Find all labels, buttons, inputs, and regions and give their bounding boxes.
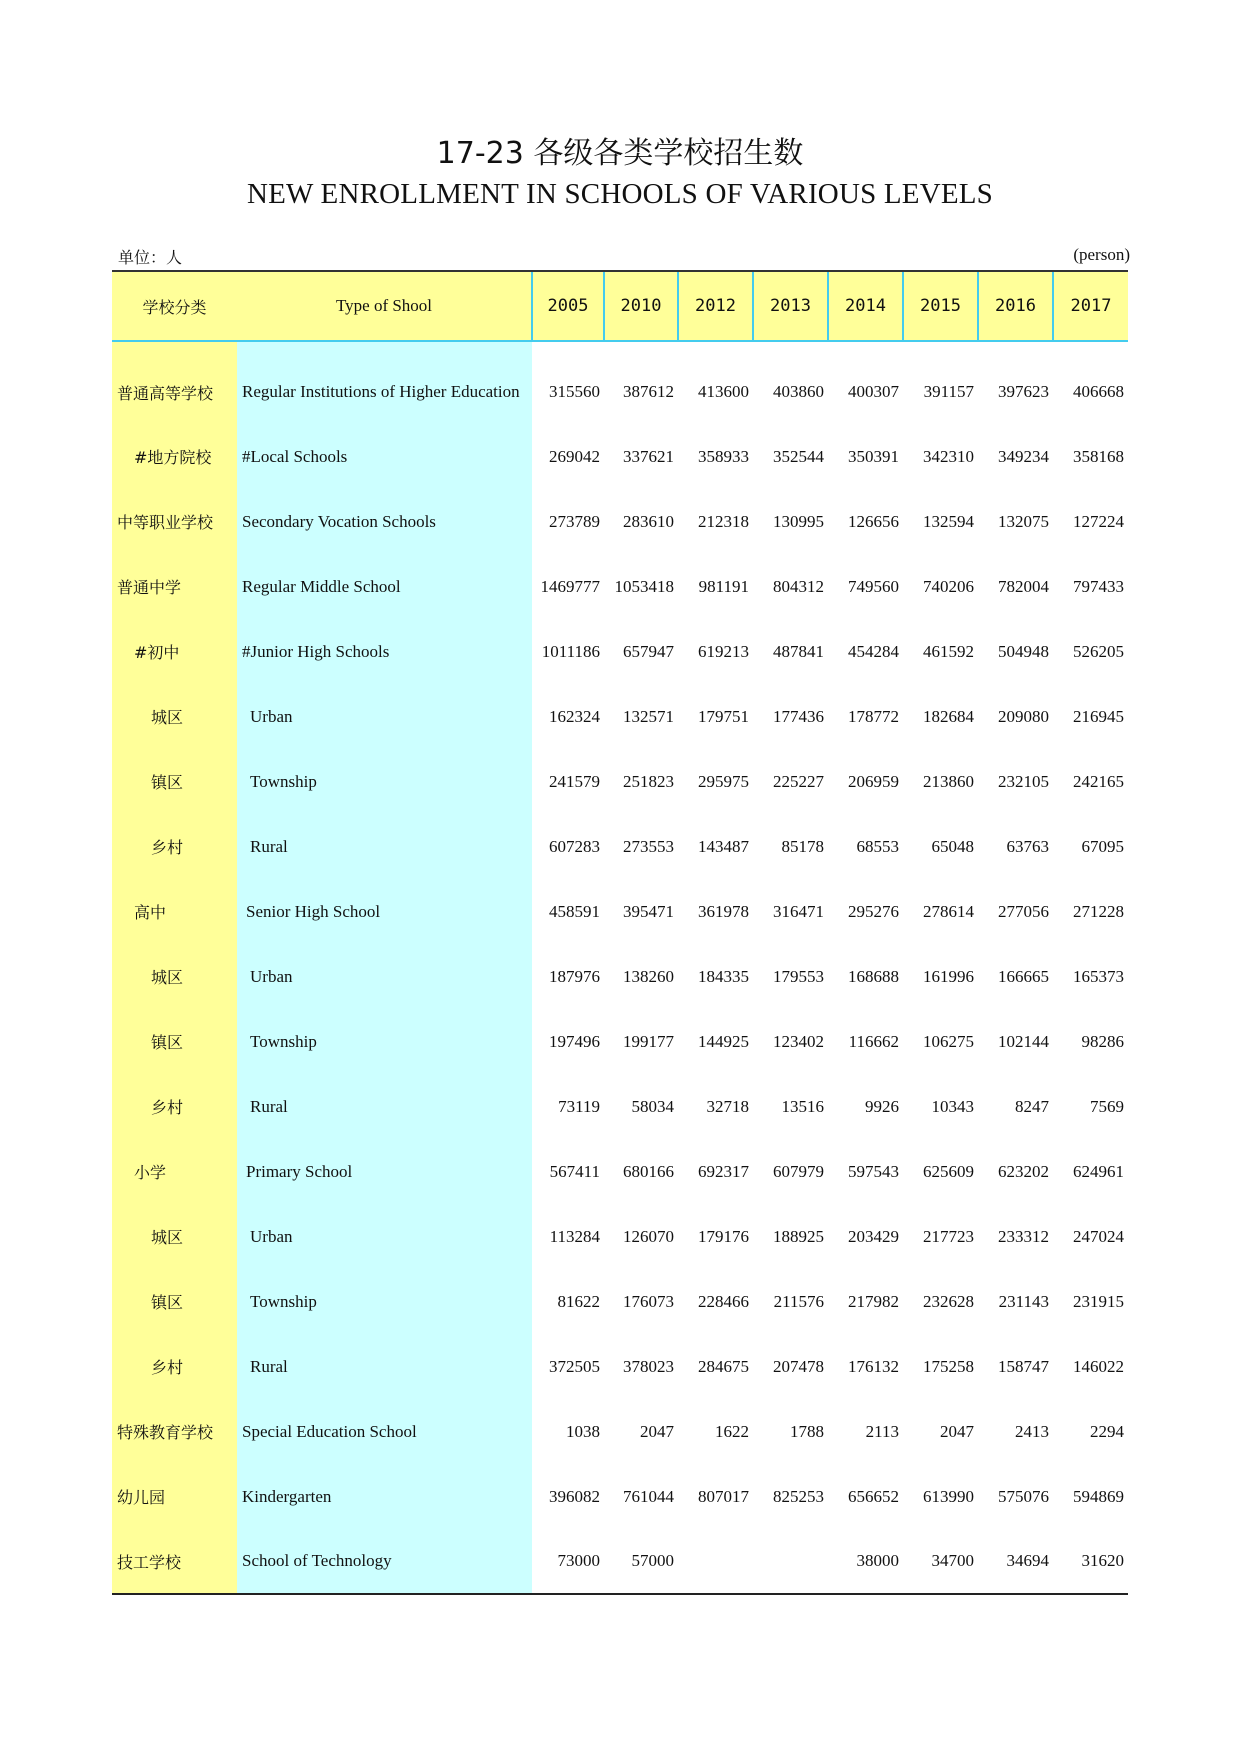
cell-value: 34700 [903, 1529, 978, 1594]
row-label-en: #Local Schools [237, 424, 532, 489]
cell-value: 176132 [848, 1356, 899, 1376]
unit-label-chinese: 单位：人 [118, 248, 183, 267]
cell-value: 123402 [773, 1031, 824, 1051]
table-row [112, 1139, 1128, 1204]
cell-value: 146022 [1073, 1356, 1124, 1376]
cell-value: 2113 [865, 1421, 899, 1441]
cell-value: 247024 [1073, 1226, 1124, 1246]
cell-value: 352544 [773, 446, 824, 466]
cell-value: 13516 [781, 1096, 824, 1116]
cell-value: 316471 [773, 901, 824, 921]
cell-value: 197496 [549, 1031, 600, 1051]
page-title-chinese: 17-23 各级各类学校招生数 [436, 136, 804, 171]
cell-value: 187976 [549, 966, 600, 986]
cell-value: 797433 [1073, 576, 1124, 596]
cell-value: 342310 [923, 446, 974, 466]
row-label-en: Rural [237, 1334, 532, 1399]
cell-value: 38000 [828, 1529, 903, 1594]
row-label-en: Township [237, 749, 532, 814]
cell-value: 656652 [848, 1486, 899, 1506]
cell-value: 209080 [998, 706, 1049, 726]
header-school-type-en: Type of Shool [237, 271, 532, 341]
cell-value: 396082 [549, 1486, 600, 1506]
table-row [112, 684, 1128, 749]
cell-value: 126070 [623, 1226, 674, 1246]
table-row [112, 489, 1128, 554]
cell-value: 625609 [923, 1161, 974, 1181]
cell-value: 179176 [698, 1226, 749, 1246]
row-label-en: Township [237, 1009, 532, 1074]
cell-value: 182684 [923, 706, 974, 726]
cell-value: 8247 [1015, 1096, 1049, 1116]
row-label-cn: 高中 [112, 879, 237, 944]
cell-value: 397623 [998, 382, 1049, 401]
cell-value: 138260 [623, 966, 674, 986]
row-label-en: Primary School [237, 1139, 532, 1204]
row-label-en: Urban [237, 944, 532, 1009]
cell-value: 203429 [848, 1226, 899, 1246]
cell-value: 179751 [698, 706, 749, 726]
row-label-en: Regular Institutions of Higher Education [237, 341, 532, 424]
cell-value: 607979 [773, 1161, 824, 1181]
cell-value: 575076 [998, 1486, 1049, 1506]
cell-value: 85178 [781, 836, 824, 856]
table-row [112, 554, 1128, 619]
cell-value: 132571 [623, 706, 674, 726]
cell-value: 526205 [1073, 641, 1124, 661]
cell-value: 116662 [848, 1031, 899, 1051]
cell-value: 295975 [698, 771, 749, 791]
table-row [112, 1269, 1128, 1334]
row-label-cn: 幼儿园 [112, 1464, 237, 1529]
cell-value: 504948 [998, 641, 1049, 661]
cell-value [753, 1529, 828, 1594]
cell-value: 271228 [1073, 901, 1124, 921]
cell-value: 231143 [998, 1291, 1049, 1311]
cell-value: 2413 [1015, 1421, 1049, 1441]
cell-value: 315560 [549, 382, 600, 401]
cell-value: 251823 [623, 771, 674, 791]
cell-value: 57000 [604, 1529, 678, 1594]
row-label-cn: 普通高等学校 [112, 341, 237, 424]
header-school-type-cn: 学校分类 [112, 271, 237, 341]
row-label-cn: 中等职业学校 [112, 489, 237, 554]
cell-value: 98286 [1081, 1031, 1124, 1051]
row-label-en: Rural [237, 1074, 532, 1139]
table-row [112, 1529, 1128, 1594]
cell-value: 283610 [623, 511, 674, 531]
row-label-en: Senior High School [237, 879, 532, 944]
cell-value: 161996 [923, 966, 974, 986]
cell-value: 232105 [998, 771, 1049, 791]
page-title-english: NEW ENROLLMENT IN SCHOOLS OF VARIOUS LEVELS [247, 178, 993, 210]
cell-value: 132075 [998, 511, 1049, 531]
cell-value: 232628 [923, 1291, 974, 1311]
table-row [112, 1464, 1128, 1529]
cell-value: 2294 [1090, 1421, 1124, 1441]
cell-value: 804312 [773, 576, 824, 596]
cell-value: 211576 [773, 1291, 824, 1311]
cell-value: 165373 [1073, 966, 1124, 986]
cell-value: 176073 [623, 1291, 674, 1311]
row-label-en: Regular Middle School [237, 554, 532, 619]
cell-value: 400307 [848, 382, 899, 401]
cell-value: 284675 [698, 1356, 749, 1376]
row-label-en: Special Education School [237, 1399, 532, 1464]
row-label-en: Urban [237, 684, 532, 749]
cell-value: 273553 [623, 836, 674, 856]
cell-value: 807017 [698, 1486, 749, 1506]
cell-value: 454284 [848, 641, 899, 661]
header-year: 2010 [604, 271, 678, 341]
cell-value: 73119 [558, 1096, 600, 1116]
cell-value: 168688 [848, 966, 899, 986]
cell-value: 1011186 [541, 641, 600, 661]
table-header-row [112, 271, 1128, 341]
cell-value: 458591 [549, 901, 600, 921]
cell-value: 1038 [566, 1421, 600, 1441]
row-label-cn: 特殊教育学校 [112, 1399, 237, 1464]
cell-value: 242165 [1073, 771, 1124, 791]
table-row [112, 1074, 1128, 1139]
cell-value: 212318 [698, 511, 749, 531]
cell-value: 749560 [848, 576, 899, 596]
cell-value: 73000 [532, 1529, 604, 1594]
cell-value: 567411 [549, 1161, 600, 1181]
cell-value: 1469777 [540, 576, 600, 596]
cell-value: 358933 [698, 446, 749, 466]
row-label-cn: 乡村 [112, 1074, 237, 1139]
row-label-cn: #初中 [112, 619, 237, 684]
cell-value: 413600 [698, 382, 749, 401]
row-label-cn: 镇区 [112, 1269, 237, 1334]
cell-value: 102144 [998, 1031, 1049, 1051]
row-label-cn: 镇区 [112, 1009, 237, 1074]
cell-value: 166665 [998, 966, 1049, 986]
cell-value: 657947 [623, 641, 674, 661]
cell-value: 126656 [848, 511, 899, 531]
table-row [112, 749, 1128, 814]
cell-value: 395471 [623, 901, 674, 921]
cell-value: 594869 [1073, 1486, 1124, 1506]
cell-value: 278614 [923, 901, 974, 921]
table-row [112, 1334, 1128, 1399]
cell-value: 225227 [773, 771, 824, 791]
table-row [112, 619, 1128, 684]
cell-value: 184335 [698, 966, 749, 986]
table-row [112, 1204, 1128, 1269]
row-label-en: Urban [237, 1204, 532, 1269]
header-year: 2016 [978, 271, 1053, 341]
cell-value: 680166 [623, 1161, 674, 1181]
row-label-en: Rural [237, 814, 532, 879]
cell-value: 387612 [623, 382, 674, 401]
row-label-cn: 普通中学 [112, 554, 237, 619]
cell-value: 1622 [715, 1421, 749, 1441]
cell-value: 391157 [923, 382, 974, 401]
row-label-en: #Junior High Schools [237, 619, 532, 684]
table-row [112, 944, 1128, 1009]
cell-value: 144925 [698, 1031, 749, 1051]
cell-value: 178772 [848, 706, 899, 726]
cell-value: 217723 [923, 1226, 974, 1246]
cell-value: 63763 [1006, 836, 1049, 856]
row-label-cn: 镇区 [112, 749, 237, 814]
cell-value: 175258 [923, 1356, 974, 1376]
cell-value: 269042 [549, 446, 600, 466]
table-row [112, 879, 1128, 944]
cell-value: 217982 [848, 1291, 899, 1311]
cell-value: 295276 [848, 901, 899, 921]
cell-value: 981191 [698, 576, 749, 596]
cell-value: 761044 [623, 1486, 674, 1506]
row-label-cn: 小学 [112, 1139, 237, 1204]
cell-value: 623202 [998, 1161, 1049, 1181]
header-year: 2014 [828, 271, 903, 341]
cell-value: 31620 [1053, 1529, 1128, 1594]
cell-value: 81622 [557, 1291, 600, 1311]
cell-value: 277056 [998, 901, 1049, 921]
cell-value: 378023 [623, 1356, 674, 1376]
unit-label-english: (person) [1073, 245, 1130, 264]
cell-value: 361978 [698, 901, 749, 921]
cell-value: 337621 [623, 446, 674, 466]
cell-value: 7569 [1090, 1096, 1124, 1116]
row-label-cn: 技工学校 [112, 1529, 237, 1594]
table-row [112, 1399, 1128, 1464]
row-label-en: Secondary Vocation Schools [237, 489, 532, 554]
cell-value: 487841 [773, 641, 824, 661]
cell-value: 241579 [549, 771, 600, 791]
row-label-cn: 乡村 [112, 1334, 237, 1399]
cell-value: 206959 [848, 771, 899, 791]
cell-value: 358168 [1073, 446, 1124, 466]
cell-value: 158747 [998, 1356, 1049, 1376]
cell-value: 2047 [640, 1421, 674, 1441]
row-label-cn: 乡村 [112, 814, 237, 879]
row-label-en: School of Technology [237, 1529, 532, 1594]
cell-value: 188925 [773, 1226, 824, 1246]
row-label-cn: #地方院校 [112, 424, 237, 489]
table-row [112, 341, 1128, 424]
cell-value: 9926 [865, 1096, 899, 1116]
cell-value: 162324 [549, 706, 600, 726]
cell-value: 132594 [923, 511, 974, 531]
header-year: 2013 [753, 271, 828, 341]
cell-value: 207478 [773, 1356, 824, 1376]
header-year: 2017 [1053, 271, 1128, 341]
cell-value: 607283 [549, 836, 600, 856]
cell-value: 624961 [1073, 1161, 1124, 1181]
cell-value: 216945 [1073, 706, 1124, 726]
cell-value: 68553 [856, 836, 899, 856]
cell-value: 65048 [931, 836, 974, 856]
cell-value: 32718 [706, 1096, 749, 1116]
cell-value: 34694 [978, 1529, 1053, 1594]
cell-value: 372505 [549, 1356, 600, 1376]
cell-value: 67095 [1081, 836, 1124, 856]
cell-value: 58034 [631, 1096, 674, 1116]
row-label-en: Township [237, 1269, 532, 1334]
cell-value: 273789 [549, 511, 600, 531]
row-label-en: Kindergarten [237, 1464, 532, 1529]
cell-value: 597543 [848, 1161, 899, 1181]
cell-value: 350391 [848, 446, 899, 466]
cell-value: 613990 [923, 1486, 974, 1506]
table-row [112, 424, 1128, 489]
cell-value: 782004 [998, 576, 1049, 596]
header-year: 2012 [678, 271, 753, 341]
cell-value: 619213 [698, 641, 749, 661]
cell-value: 213860 [923, 771, 974, 791]
cell-value: 825253 [773, 1486, 824, 1506]
cell-value: 106275 [923, 1031, 974, 1051]
cell-value: 740206 [923, 576, 974, 596]
cell-value: 231915 [1073, 1291, 1124, 1311]
cell-value: 10343 [931, 1096, 974, 1116]
cell-value: 127224 [1073, 511, 1124, 531]
cell-value: 113284 [549, 1226, 600, 1246]
cell-value: 692317 [698, 1161, 749, 1181]
enrollment-table [112, 270, 1128, 1595]
cell-value: 403860 [773, 382, 824, 401]
row-label-cn: 城区 [112, 684, 237, 749]
table-row [112, 814, 1128, 879]
cell-value [678, 1529, 753, 1594]
row-label-cn: 城区 [112, 1204, 237, 1269]
cell-value: 179553 [773, 966, 824, 986]
row-label-cn: 城区 [112, 944, 237, 1009]
cell-value: 349234 [998, 446, 1049, 466]
cell-value: 130995 [773, 511, 824, 531]
cell-value: 406668 [1073, 382, 1124, 401]
cell-value: 177436 [773, 706, 824, 726]
table-row [112, 1009, 1128, 1074]
cell-value: 233312 [998, 1226, 1049, 1246]
header-year: 2015 [903, 271, 978, 341]
cell-value: 199177 [623, 1031, 674, 1051]
cell-value: 1053418 [614, 576, 674, 596]
cell-value: 143487 [698, 836, 749, 856]
cell-value: 228466 [698, 1291, 749, 1311]
header-year: 2005 [532, 271, 604, 341]
cell-value: 461592 [923, 641, 974, 661]
cell-value: 2047 [940, 1421, 974, 1441]
cell-value: 1788 [790, 1421, 824, 1441]
